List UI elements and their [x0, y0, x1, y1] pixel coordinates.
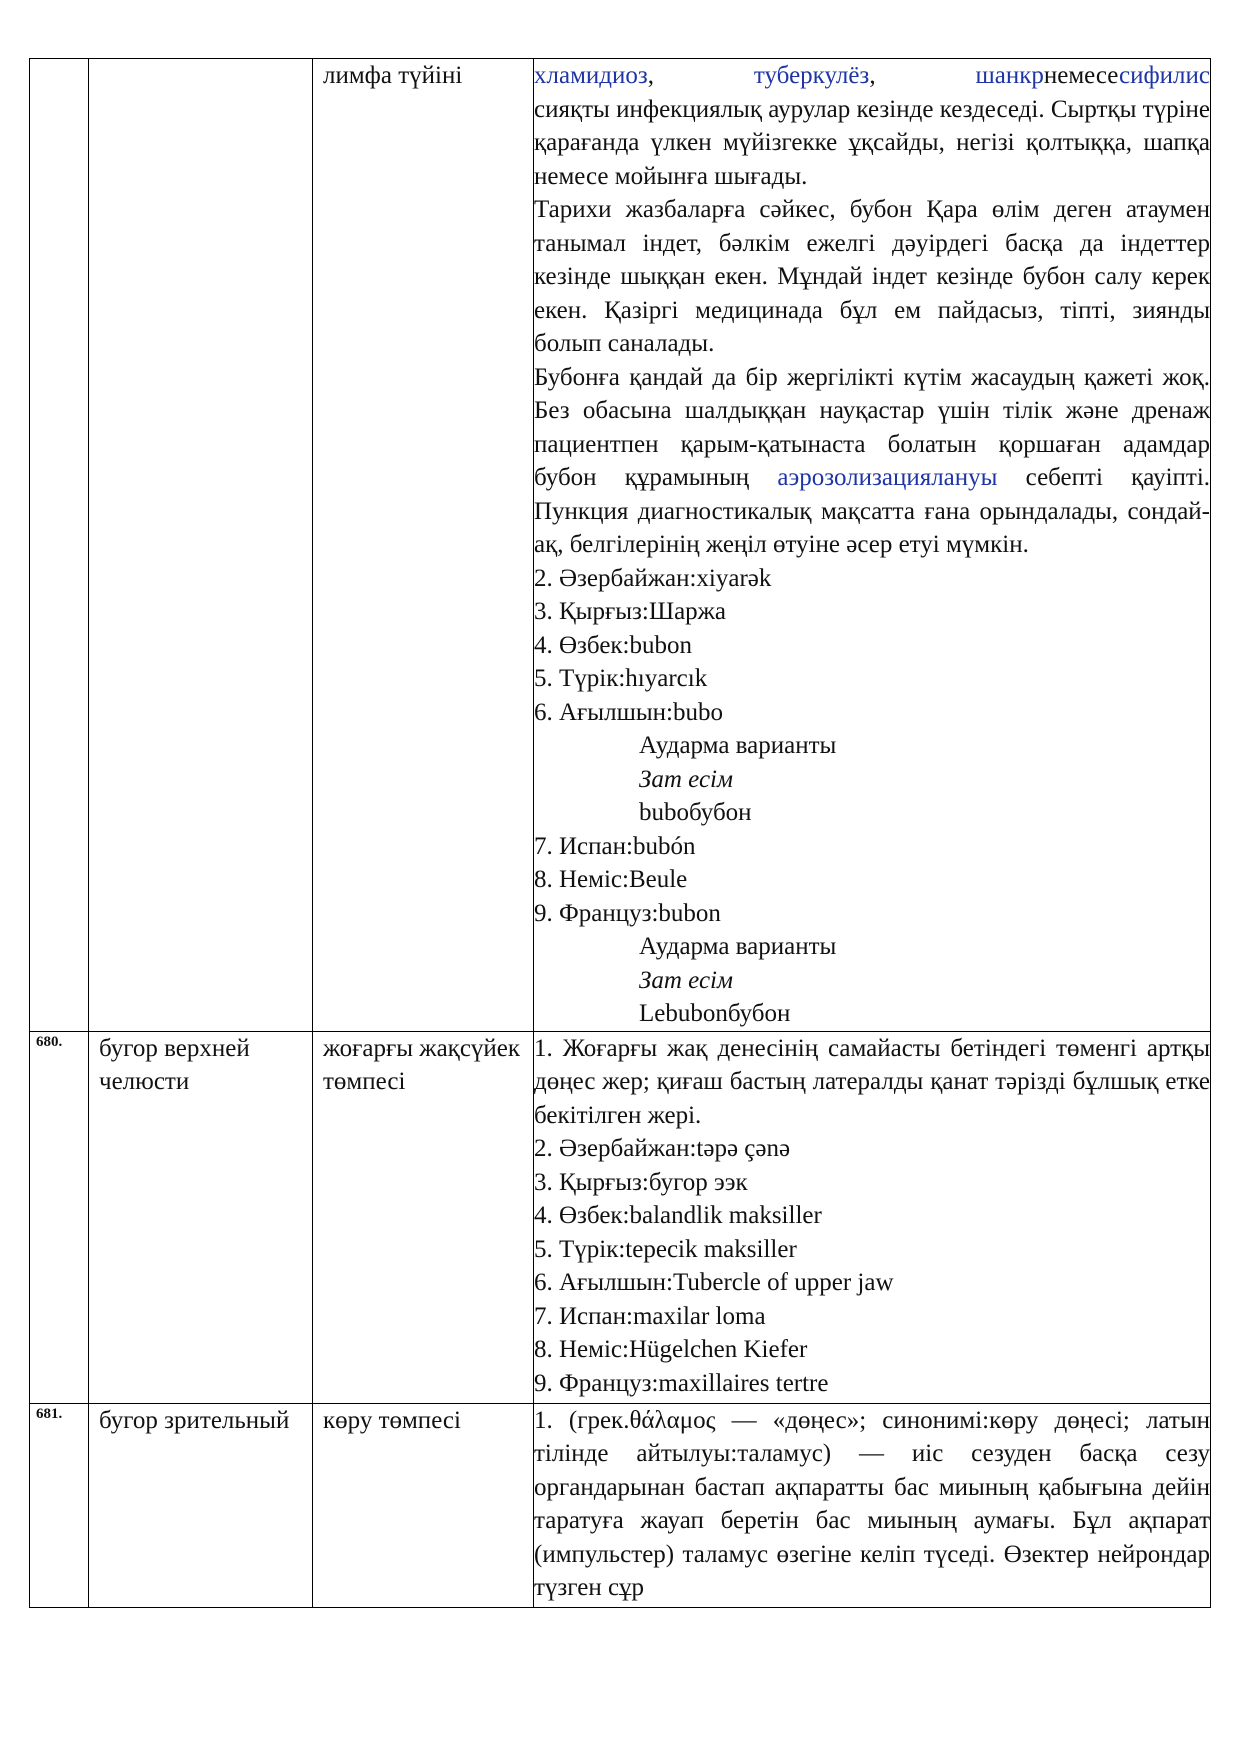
definition-paragraph: Тарихи жазбаларға сәйкес, бубон Қара өлім деген атаумен танымал індет, бәлкім ежелгі дәуірдегі басқа да індеттер кезінде шыққан екен. Мұндай індет кезінде бубон салу керек екен. Қазіргі медицинада бұл ем пайдасыз, тіпті, зиянды болып саналады. [534, 196, 1210, 357]
punct: , [869, 62, 876, 89]
text-run: Бубонға қандай да бір жергілікті күтім жасаудың қажеті жоқ. Без обасына шалдыққан науқастар үшін тілік және дренаж пациентпен қарым-қатынаста болатын қоршаған адамдар бубон құрамының [534, 363, 1210, 491]
entry-number: 680. [36, 1033, 63, 1050]
lang-line: 9. Француз:bubon [534, 899, 721, 927]
num-cell [30, 1403, 89, 1607]
num-cell [30, 59, 89, 1032]
table-row [30, 1031, 1211, 1403]
ru-term-cell [89, 1403, 313, 1607]
translation-value: buboбубон [639, 799, 752, 826]
plain-word: немесе [1043, 62, 1119, 89]
definition-paragraph: 1. Жоғарғы жақ денесінің самайасты бетіндегі төменгі артқы дөңес жер; қиғаш бастың латералды қанат тәрізді бұлшық етке бекітілген жері. [534, 1034, 1210, 1129]
ru-term: бугор верхней челюсти [99, 1034, 250, 1095]
num-cell [30, 1031, 89, 1403]
definition-cell [534, 1403, 1211, 1607]
kk-term-cell [313, 59, 534, 1032]
kk-term: лимфа түйіні [323, 62, 463, 89]
lang-line: 5. Түрік:hıyarcık [534, 665, 708, 692]
term-link[interactable]: шанкр [975, 62, 1044, 89]
kk-term-cell [313, 1403, 534, 1607]
lang-line: 4. Өзбек:bubon [534, 631, 693, 659]
lang-line: 6. Ағылшын:Tubercle of upper jaw [534, 1269, 894, 1296]
lang-line: 3. Қырғыз:Шаржа [534, 598, 727, 625]
term-link[interactable]: туберкулёз [753, 62, 870, 89]
dictionary-table [29, 58, 1211, 1608]
lang-line: 3. Қырғыз:бугор ээк [534, 1168, 748, 1196]
definition-cell [534, 1031, 1211, 1403]
term-link[interactable]: сифилис [1118, 62, 1210, 89]
ru-term-cell [89, 59, 313, 1032]
table-row [30, 1403, 1211, 1607]
definition-first-line [534, 59, 1210, 93]
part-of-speech: Зат есім [639, 966, 733, 994]
text-run: себепті қауіпті. Пункция диагностикалық мақсатта ғана орындалады, сондай-ақ, белгілерінің жеңіл өтуіне әсер етуі мүмкін. [534, 464, 1211, 558]
definition-paragraph [534, 361, 1210, 562]
lang-line: 7. Испан:bubón [534, 832, 696, 860]
table-row [30, 59, 1211, 1032]
term-link[interactable]: аэрозолизациялануы [777, 464, 998, 491]
lang-line: 8. Неміс:Hügelchen Kiefer [534, 1336, 808, 1363]
lang-line: 6. Ағылшын:bubo [534, 698, 723, 726]
entry-number: 681. [36, 1405, 63, 1422]
definition-cell [534, 59, 1211, 1032]
lang-line: 2. Әзербайжан:xiyarək [534, 564, 772, 592]
translation-heading: Аударма варианты [639, 732, 837, 759]
translation-heading: Аударма варианты [639, 933, 837, 960]
punct: , [647, 62, 654, 89]
kk-term-cell [313, 1031, 534, 1403]
kk-term: көру төмпесі [323, 1406, 461, 1434]
lang-line: 9. Француз:maxillaires tertre [534, 1369, 829, 1397]
lang-line: 5. Түрік:tepecik maksiller [534, 1235, 797, 1263]
term-link[interactable]: хламидиоз [534, 62, 648, 89]
part-of-speech: Зат есім [639, 765, 733, 793]
ru-term-cell [89, 1031, 313, 1403]
translation-value: Lebubonбубон [639, 1000, 791, 1027]
lang-line: 8. Неміс:Beule [534, 866, 688, 893]
kk-term: жоғарғы жақсүйек төмпесі [323, 1034, 521, 1095]
ru-term: бугор зрительный [99, 1406, 290, 1434]
lang-line: 7. Испан:maxilar loma [534, 1302, 766, 1330]
definition-paragraph: 1. (грек.θάλαμος — «дөңес»; синонимі:көру дөңесі; латын тілінде айтылуы:таламус) — иіс сезуден басқа сезу органдарынан бастап ақпаратты бас миының қабығына дейін таратуға жауап беретін бас миының аумағы. Бұл ақпарат (импульстер) таламус өзегіне келіп түседі. Өзектер нейрондар түзген сұр [534, 1406, 1210, 1601]
definition-paragraph: сияқты инфекциялық аурулар кезінде кездеседі. Сыртқы түріне қарағанда үлкен мүйізгекке ұқсайды, негізі қолтыққа, шапқа немесе мойынға шығады. [534, 95, 1210, 190]
lang-line: 2. Әзербайжан:təpə çənə [534, 1135, 791, 1162]
lang-line: 4. Өзбек:balandlik maksiller [534, 1202, 822, 1229]
